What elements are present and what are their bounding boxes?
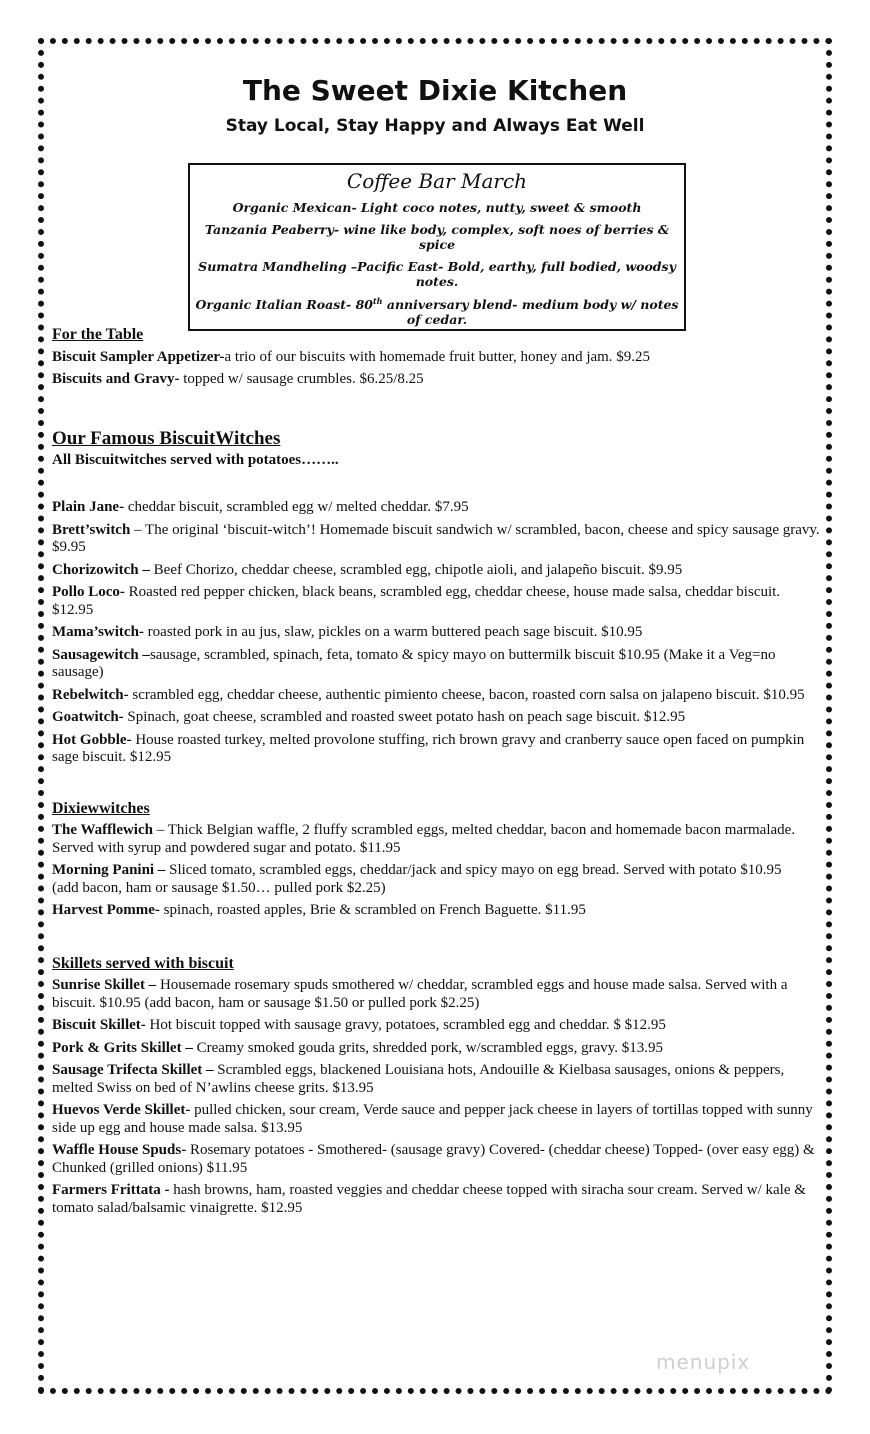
coffee-line: Organic Mexican- Light coco notes, nutty, sweet & smooth [232, 200, 642, 215]
page-title: The Sweet Dixie Kitchen [242, 74, 628, 107]
menu-item: Plain Jane- cheddar biscuit, scrambled egg w/ melted cheddar. $7.95 [52, 499, 469, 515]
watermark-logo: menupix [656, 1350, 751, 1374]
section-dixiewitches [52, 800, 822, 920]
menu-item: Rebelwitch- scrambled egg, cheddar cheese, authentic pimiento cheese, bacon, roasted corn salsa on jalapeno biscuit. $10.95 [52, 686, 805, 703]
menu-content [52, 326, 822, 1222]
section-skillets [52, 955, 822, 1218]
tagline: Stay Local, Stay Happy and Always Eat Well [225, 116, 645, 136]
coffee-bar-box [188, 163, 686, 331]
menu-item: Sausagewitch –sausage, scrambled, spinach, feta, tomato & spicy mayo on buttermilk biscuit $10.95 (Make it a Veg=no sausage) [52, 646, 776, 680]
menu-item: Biscuit Sampler Appetizer-a trio of our biscuits with homemade fruit butter, honey and jam. $9.25 [52, 348, 651, 365]
menu-item: Biscuits and Gravy- topped w/ sausage crumbles. $6.25/8.25 [52, 371, 424, 387]
menu-item: Brett’switch – The original ‘biscuit-witch’! Homemade biscuit sandwich w/ scrambled, bacon, cheese and spicy sausage gravy. $9.95 [52, 521, 820, 555]
menu-item: Sunrise Skillet – Housemade rosemary spuds smothered w/ cheddar, scrambled eggs and house made salsa. Served with a biscuit. $10.95 (add bacon, ham or sausage $1.50 or pulled pork $2.25) [52, 977, 788, 1011]
menu-item: Goatwitch- Spinach, goat cheese, scrambled and roasted sweet potato hash on peach sage biscuit. $12.95 [52, 709, 686, 725]
menu-item: Hot Gobble- House roasted turkey, melted provolone stuffing, rich brown gravy and cranberry sauce open faced on pumpkin sage biscuit. $12.95 [52, 731, 805, 765]
section-for-the-table [52, 326, 822, 389]
menu-item: Morning Panini – Sliced tomato, scrambled eggs, cheddar/jack and spicy mayo on egg bread. Served with potato $10.95 (add bacon, ham or sausage $1.50… pulled pork $2.25) [52, 862, 782, 896]
menu-item: Pollo Loco- Roasted red pepper chicken, black beans, scrambled egg, cheddar cheese, house made salsa, cheddar biscuit. $12.95 [52, 584, 781, 618]
section-title: Dixiewwitches [52, 799, 150, 817]
section-note: All Biscuitwitches served with potatoes…….. [52, 451, 339, 468]
coffee-line: Sumatra Mandheling –Pacific East- Bold, earthy, full bodied, woodsy notes. [198, 259, 676, 289]
menu-item: Sausage Trifecta Skillet – Scrambled eggs, blackened Louisiana hots, Andouille & Kielbasa sausages, onions & peppers, melted Swiss on bed of N’awlins cheese grits. $13.95 [52, 1062, 785, 1096]
menu-item: Waffle House Spuds- Rosemary potatoes - Smothered- (sausage gravy) Covered- (cheddar cheese) Topped- (over easy egg) & Chunked (grilled onions) $11.95 [52, 1142, 815, 1176]
section-title: Our Famous BiscuitWitches [52, 427, 281, 449]
menu-item: Pork & Grits Skillet – Creamy smoked gouda grits, shredded pork, w/scrambled eggs, gravy. $13.95 [52, 1039, 664, 1056]
section-title: For the Table [52, 326, 144, 343]
section-biscuitwitches [52, 428, 822, 767]
section-title: Skillets served with biscuit [52, 954, 234, 972]
menu-item: Huevos Verde Skillet- pulled chicken, sour cream, Verde sauce and pepper jack cheese in layers of tortillas topped with sunny side up egg and house made salsa. $13.95 [52, 1102, 813, 1136]
coffee-line: Tanzania Peaberry- wine like body, complex, soft noes of berries & spice [204, 222, 670, 252]
menu-item: Harvest Pomme- spinach, roasted apples, Brie & scrambled on French Baguette. $11.95 [52, 902, 586, 918]
menu-item: Biscuit Skillet- Hot biscuit topped with sausage gravy, potatoes, scrambled egg and cheddar. $ $12.95 [52, 1017, 666, 1033]
menu-item: The Wafflewich – Thick Belgian waffle, 2 fluffy scrambled eggs, melted cheddar, bacon and homemade bacon marmalade. Served with syrup and powdered sugar and potato. $11.95 [52, 822, 796, 856]
menu-item: Farmers Frittata - hash browns, ham, roasted veggies and cheddar cheese topped with siracha sour cream. Served w/ kale & tomato salad/balsamic vinaigrette. $12.95 [52, 1182, 806, 1216]
menu-item: Mama’switch- roasted pork in au jus, slaw, pickles on a warm buttered peach sage biscuit. $10.95 [52, 624, 643, 640]
menu-item: Chorizowitch – Beef Chorizo, cheddar cheese, scrambled egg, chipotle aioli, and jalapeño biscuit. $9.95 [52, 561, 683, 578]
coffee-bar-title: Coffee Bar March [346, 169, 528, 193]
coffee-line: Organic Italian Roast- 80th anniversary blend- medium body w/ notes of cedar. [195, 296, 679, 328]
